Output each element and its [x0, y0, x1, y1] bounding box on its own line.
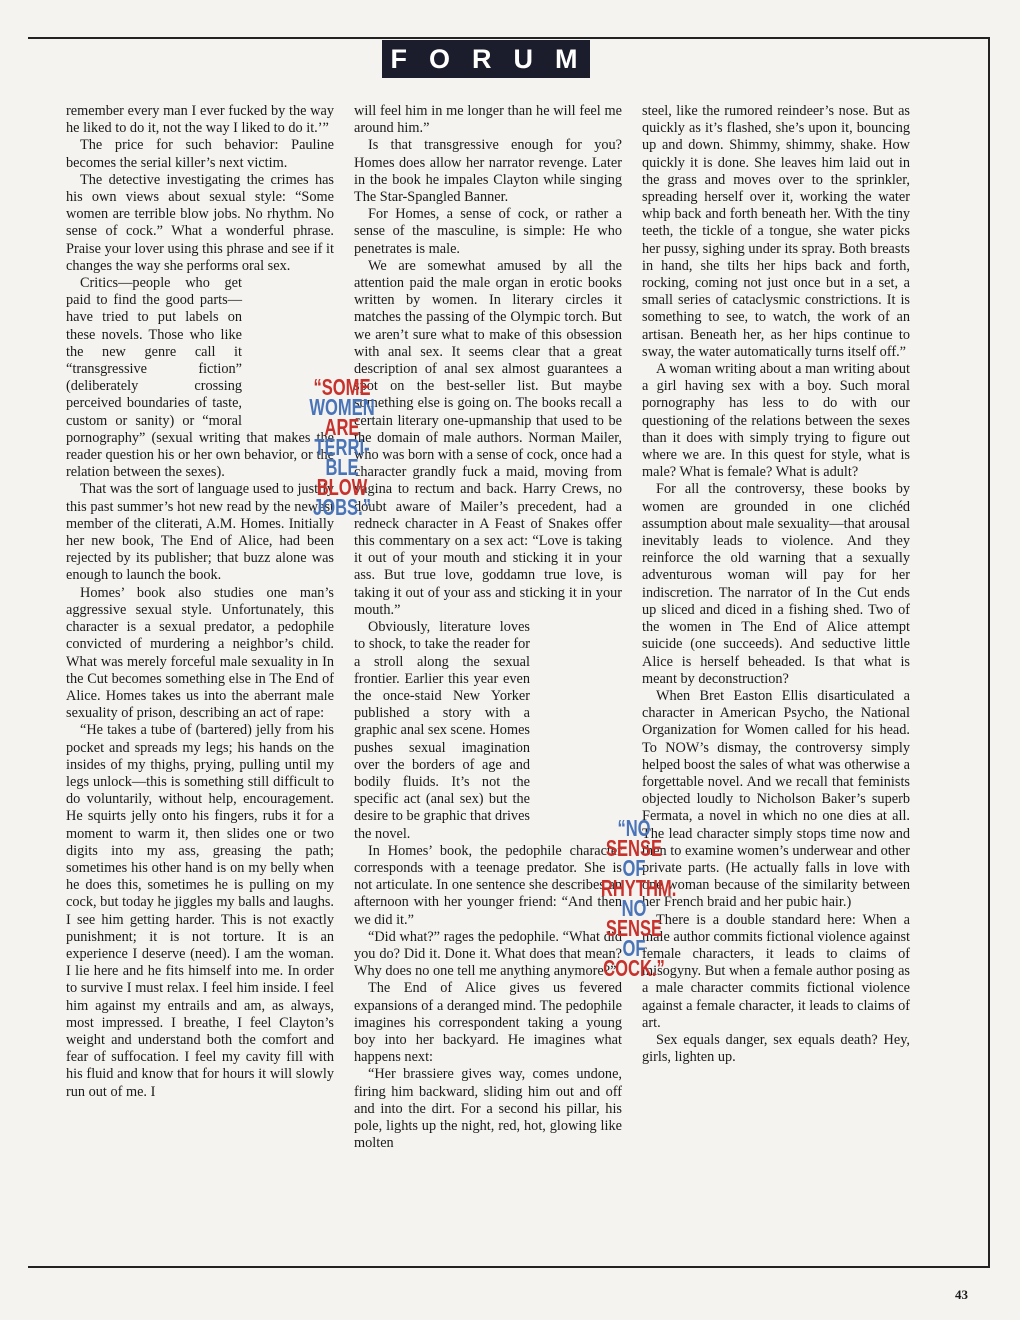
- paragraph: For all the controversy, these books by women are grounded in one clichéd assumption about male sexuality—that arousal inevitably leads to violence. And they reinforce the old warning that a sexually adventurous woman will pay for her indiscretion. The narrator of In the Cut ends up sliced and diced in a fishing shed. Two of the women in The End of Alice attempt suicide (one succeeds). And seductive little Alice is herself beheaded. Is that what is meant by deconstruction?: [642, 481, 910, 687]
- pullquote-no-sense: [588, 815, 680, 981]
- section-header-forum: FORUM: [382, 40, 590, 78]
- top-rule: [28, 37, 988, 39]
- pullquote-line: OF: [622, 855, 646, 881]
- paragraph: will feel him in me longer than he will feel me around him.”: [354, 103, 622, 137]
- paragraph: Is that transgressive enough for you? Homes does allow her narrator revenge. Later in the book he impales Clayton while singing The Star-Spangled Banner.: [354, 137, 622, 206]
- paragraph: The End of Alice gives us fevered expansions of a deranged mind. The pedophile imagines his correspondent taking a young boy into her backyard. He imagines what happens next:: [354, 980, 622, 1066]
- paragraph: The detective investigating the crimes has his own views about sexual style: “Some women are terrible blow jobs. No rhythm. No sense of cock.” What a wonderful phrase. Praise your lover using this phrase and see if it changes the way she performs oral sex.: [66, 171, 334, 274]
- pullquote-line: “SOME: [313, 374, 371, 400]
- pullquote-line: ARE: [324, 414, 360, 440]
- pullquote-line: COCK.”: [603, 955, 665, 981]
- pullquote-line: JOBS.”: [313, 494, 371, 520]
- pullquote-line: “NO: [617, 815, 651, 841]
- paragraph: Sex equals danger, sex equals death? Hey, girls, lighten up.: [642, 1031, 910, 1066]
- paragraph: For Homes, a sense of cock, or rather a sense of the masculine, is simple: He who penetrates is male.: [354, 206, 622, 257]
- paragraph: In Homes’ book, the pedophile character corresponds with a teenage predator. She is not articulate. In one sentence she describes an afternoon with her younger friend: “And then we did it.”: [354, 842, 622, 928]
- bottom-rule: [28, 1266, 990, 1268]
- paragraph: “He takes a tube of (bartered) jelly from his pocket and spreads my legs; his hands on the insides of my thighs, prying, pulling until my legs unlock—this is something still difficult to do voluntarily, without help, encouragement. He squirts jelly onto his fingers, rubs it for a moment to warm it, then slides one or two digits into my ass, greasing the path; sometimes his other hand is on my belly when he does this, sometimes he is pulling on my cock, but today he jiggles my balls and laughs. I see him getting harder. This is not exactly punishment; it is not torture. It is an experience I deserve (need). I am the woman. I lie here and he fits himself into me. In order to survive I must relax. I feel him inside. I feel him against my entrails and am, as always, most impressed. I breathe, I feel Clayton’s weight and understand both the comfort and fear of suffocation. I feel my cavity fill with his fluid and know that for hours it will slowly run out of me. I: [66, 722, 334, 1100]
- paragraph: remember every man I ever fucked by the way he liked to do it, not the way I liked to do it.’”: [66, 103, 334, 137]
- paragraph: When Bret Easton Ellis disarticulated a character in American Psycho, the National Organization for Women called for his head. To NOW’s dismay, the controversy simply helped boost the sales of what was otherwise a forgettable novel. And we recall that feminists objected loudly to Nicholson Baker’s superb Fermata, a novel in which no one dies at all. The lead character simply stops time now and then to examine women’s underwear and other private parts. (He actually falls in love with one woman because of the similarity between her French braid and her pubic hair.): [642, 687, 910, 911]
- pullquote-line: WOMEN: [309, 394, 375, 420]
- paragraph: There is a double standard here: When a male author commits fictional violence against female characters, it leads to claims of misogyny. But when a female author posing as a male character commits fictional violence against a female character, it leads to claims of art.: [642, 911, 910, 1031]
- pullquote-line: BLE: [325, 454, 359, 480]
- paragraph: That was the sort of language used to justify this past summer’s hot new read by the newest member of the cliterati, A.M. Homes. Initially her new book, The End of Alice, had been rejected by its publisher; that buzz alone was enough to launch the book.: [66, 481, 334, 584]
- pullquote-line: NO: [621, 895, 647, 921]
- column-3: [642, 103, 910, 1066]
- paragraph: steel, like the rumored reindeer’s nose. But as quickly as it’s flashed, she’s upon it, bouncing up and down. Shimmy, shimmy, shake. How quickly it is done. She leaves him laid out in the grass and moves over to the sprinkler, spreading herself over it, working the water whip back and forth beneath her. With the tiny teeth, the tickle of a tongue, she water picks her pussy, sighing under its spray. Both breasts in hand, she tilts her hips back and forth, rocking, coming not just once but in a set, a small series of cataclysmic constrictions. It is something to see, to watch, the work of an artisan. Beneath her, as her hips continue to sway, the water automatically turns itself off.”: [642, 103, 910, 360]
- pullquote-spacer: [530, 645, 622, 809]
- paragraph: “Her brassiere gives way, comes undone, firing him backward, sliding him out and off and into the dirt. For a second his pillar, his pole, lights up the night, red, hot, glowing like molten: [354, 1066, 622, 1152]
- pullquote-line: BLOW: [316, 474, 368, 500]
- pullquote-line: SENSE: [605, 835, 663, 861]
- paragraph: We are somewhat amused by all the attention paid the male organ in erotic books written by women. In literary circles it matches the passing of the Olympic torch. But we aren’t sure what to make of this obsession with anal sex. It seems clear that a great description of anal sex almost guarantees a spot on the best-seller list. But maybe something else is going on. The books recall a certain literary one-upmanship that used to be the domain of male authors. Norman Mailer, who was born with a sense of cock, once had a character grandly fuck a maid, moving from vagina to rectum and back. Harry Crews, no doubt aware of Mailer’s precedent, had a redneck character in A Feast of Snakes offer this commentary on a sex act: “Love is taking it out of your mouth and sticking it in your ass. But true love, goddamn true love, is taking it out of your ass and sticking it in your mouth.”: [354, 257, 622, 618]
- column-1: [66, 103, 334, 1101]
- paragraph: Homes’ book also studies one man’s aggressive sexual style. Unfortunately, this character is a sexual predator, a pedophile convicted of murdering a neighbor’s child. What was merely forceful male sexuality in In the Cut becomes something else in The End of Alice. Homes takes us into the aberrant male sexuality of prison, describing an act of rape:: [66, 584, 334, 722]
- paragraph: A woman writing about a man writing about a girl having sex with a boy. Such moral pornography has less to do with our questioning of the relations between the sexes than it does with simply trying to figure out where we are. In this quest for style, what is male? What is female? What is adult?: [642, 361, 910, 481]
- pullquote-some-women: [296, 374, 388, 520]
- pullquote-line: RHYTHM.: [600, 875, 677, 901]
- paragraph: The price for such behavior: Pauline becomes the serial killer’s next victim.: [66, 137, 334, 171]
- paragraph: “Did what?” rages the pedophile. “What did you do? Did it. Done it. What does that mean? Why does no one tell me anything anymore?”: [354, 928, 622, 980]
- pullquote-line: SENSE: [605, 915, 663, 941]
- paragraph: Critics—people who get paid to find the good parts—have tried to put labels on these novels. Those who like the new genre call it “transgressive fiction” (deliberately crossing perceived boundaries of taste, custom or sanity) or “moral pornography” (sexual writing that makes the reader question his or her own behavior, or the relation between the sexes).: [66, 275, 334, 481]
- pullquote-line: TERRI-: [314, 434, 370, 460]
- paragraph: Obviously, literature loves to shock, to take the reader for a stroll along the sexual frontier. Earlier this year even the once-staid New Yorker published a story with a graphic anal sex scene. Homes pushes sexual imagination over the borders of age and bodily fluids. It’s not the specific act (anal sex) but the desire to be graphic that drives the novel.: [354, 619, 530, 842]
- column-2: [354, 103, 622, 1152]
- page-number: 43: [955, 1287, 968, 1302]
- pullquote-line: OF: [622, 935, 646, 961]
- side-rule: [988, 37, 990, 1268]
